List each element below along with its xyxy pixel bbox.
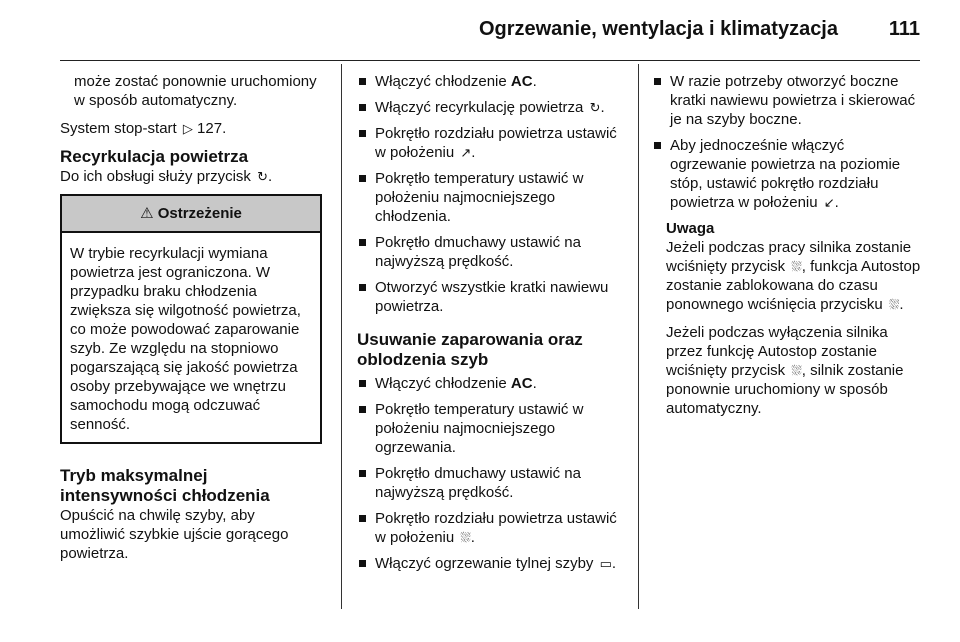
header-title: Ogrzewanie, wentylacja i klimatyzacja — [478, 18, 838, 40]
list-item-text: Włączyć chłodzenie — [375, 375, 507, 392]
reference-page: 127. — [197, 120, 227, 137]
list-item — [357, 233, 625, 271]
list-item — [357, 98, 625, 117]
list-item-text: Pokrętło temperatury ustawić w położeniu najmocniejszego chłodzenia. — [375, 170, 584, 225]
list-item — [357, 464, 625, 502]
note2-part-b: , silnik zostanie ponownie uruchomiony w sposób automatyczny. — [666, 362, 904, 417]
note-paragraph-2 — [652, 323, 922, 418]
warning-text: W trybie recyrkulacji wymiana powietrza jest ograniczona. W przypadku braku chłodzenia zwiększa się wilgotność powietrza, co może powodować zaparowanie szyb. Ze względu na stopniowo pogarszającą się jakość powietrza osoby przebywające we wnętrzu samochodu mogą odczuwać senność. — [70, 245, 301, 433]
list-item-punctuation: . — [471, 144, 476, 161]
column-divider — [341, 64, 342, 609]
list-item-text: Pokrętło temperatury ustawić w położeniu najmocniejszego ogrzewania. — [375, 401, 584, 456]
list-item — [652, 136, 922, 212]
list-item — [357, 509, 625, 547]
column-middle — [357, 72, 625, 580]
list-item-punctuation: . — [532, 73, 537, 90]
note1-part-c: . — [899, 296, 904, 313]
list-item-punctuation: . — [532, 375, 537, 392]
defog-steps — [357, 374, 625, 573]
windscreen-icon: ⛆ — [791, 363, 802, 378]
stop-start-reference — [60, 119, 322, 138]
vent-face-icon: ↗ — [460, 145, 472, 160]
recirculation-sentence: Do ich obsługi służy przycisk — [60, 168, 251, 185]
reference-label: System stop-start — [60, 120, 177, 137]
continuation-text: może zostać ponownie uruchomiony w sposób automatyczny. — [74, 73, 317, 109]
recirculation-icon: ↻ — [257, 169, 268, 184]
list-item-punctuation: . — [600, 99, 605, 116]
list-item-text: W razie potrzeby otworzyć boczne kratki nawiewu powietrza i skierować je na szyby boczne. — [670, 73, 916, 128]
list-item — [357, 400, 625, 457]
defog-steps-continued — [652, 72, 922, 212]
section-title-recirculation: Recyrkulacja powietrza — [60, 147, 249, 166]
list-item — [357, 554, 625, 573]
warning-icon: ⚠ — [140, 205, 154, 222]
page-number: 111 — [888, 18, 920, 40]
page-reference-arrow-icon: ▷ — [182, 121, 193, 136]
section-title-defog: Usuwanie zaparowania oraz oblodzenia szyb — [357, 330, 583, 369]
list-item-text: Pokrętło rozdziału powietrza ustawić w położeniu — [375, 510, 617, 546]
recirculation-icon: ↻ — [589, 100, 601, 115]
column-left — [60, 72, 322, 563]
note2-part-a: Jeżeli podczas wyłączenia silnika przez funkcję Autostop zostanie wciśnięty przycisk — [666, 324, 888, 379]
list-item-text: Włączyć ogrzewanie tylnej szyby — [375, 555, 594, 572]
list-item-punctuation: . — [470, 529, 475, 546]
list-item-punctuation: . — [834, 194, 839, 211]
note1-part-b: , funkcja Autostop zostanie zablokowana do czasu ponownego wciśnięcia przycisku — [666, 258, 921, 313]
list-item-punctuation: . — [611, 555, 617, 572]
list-item-text: Pokrętło dmuchawy ustawić na najwyższą prędkość. — [375, 465, 581, 501]
windscreen-icon: ⛆ — [791, 259, 802, 274]
list-item-text: Włączyć chłodzenie — [375, 73, 507, 90]
max-cooling-steps — [357, 72, 625, 316]
list-item — [357, 374, 625, 393]
note-paragraph-1 — [652, 238, 922, 314]
list-item-text: Otworzyć wszystkie kratki nawiewu powietrza. — [375, 279, 609, 315]
list-item — [357, 72, 625, 91]
header-rule — [60, 60, 920, 61]
max-cooling-text: Opuścić na chwilę szyby, aby umożliwić szybkie ujście gorącego powietrza. — [60, 507, 289, 562]
windscreen-icon: ⛆ — [888, 297, 900, 312]
list-item-text: Włączyć recyrkulację powietrza — [375, 99, 584, 116]
list-item — [357, 278, 625, 316]
list-item-text: Pokrętło dmuchawy ustawić na najwyższą prędkość. — [375, 234, 581, 270]
warning-box — [60, 194, 322, 444]
ac-label: AC — [510, 375, 533, 392]
section-title-max-cooling: Tryb maksymalnej intensywności chłodzenia — [60, 466, 270, 505]
column-right — [652, 72, 922, 418]
list-item — [357, 124, 625, 162]
page-header — [60, 14, 920, 50]
list-item-text: Pokrętło rozdziału powietrza ustawić w położeniu — [375, 125, 617, 161]
ac-label: AC — [510, 73, 533, 90]
column-divider — [638, 64, 639, 609]
rear-defrost-icon: ▭ — [599, 556, 612, 571]
note-label: Uwaga — [666, 220, 715, 237]
windscreen-icon: ⛆ — [460, 530, 471, 545]
windscreen-feet-icon: ↙ — [823, 195, 835, 210]
recirculation-text: Do ich obsługi służy przycisk ↻. — [60, 168, 273, 185]
list-item — [357, 169, 625, 226]
warning-title: Ostrzeżenie — [157, 205, 242, 222]
note1-part-a: Jeżeli podczas pracy silnika zostanie wciśnięty przycisk — [666, 239, 912, 275]
list-item-text: Aby jednocześnie włączyć ogrzewanie powietrza na poziomie stóp, ustawić pokrętło rozdziału powietrza w położeniu — [670, 137, 901, 211]
warning-header — [62, 196, 320, 233]
list-item — [652, 72, 922, 129]
